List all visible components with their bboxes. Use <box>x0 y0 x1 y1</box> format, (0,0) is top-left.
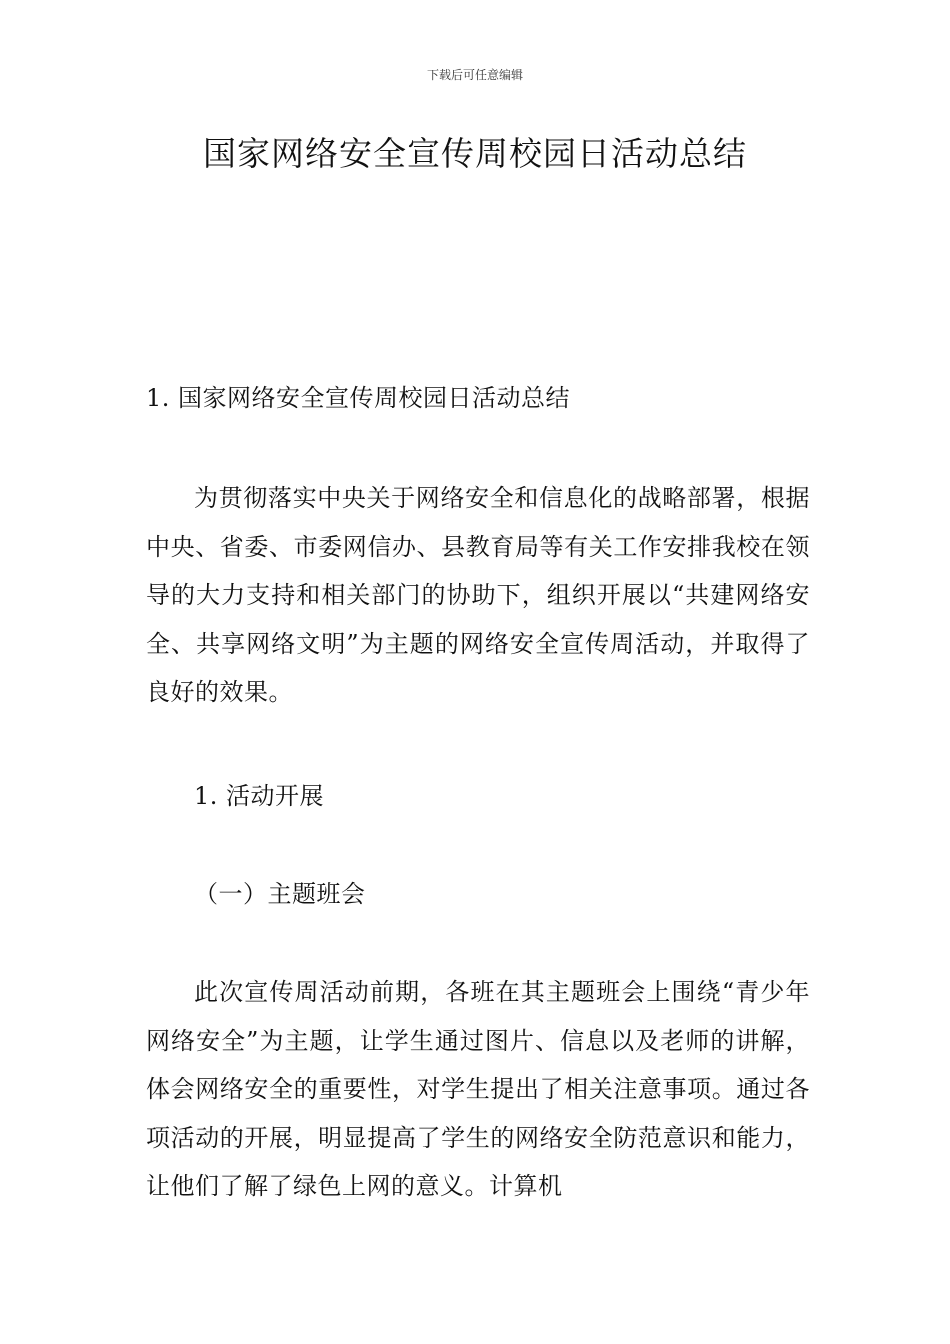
theme-class-paragraph: 此次宣传周活动前期，各班在其主题班会上围绕“青少年网络安全”为主题，让学生通过图片、信息以及老师的讲解，体会网络安全的重要性，对学生提出了相关注意事项。通过各项活动的开展，明显提高了学生的网络安全防范意识和能力，让他们了解了绿色上网的意义。计算机 <box>146 978 810 1200</box>
header-note: 下载后可任意编辑 <box>426 68 523 82</box>
intro-paragraph: 为贯彻落实中央关于网络安全和信息化的战略部署，根据中央、省委、市委网信办、县教育局等有关工作安排我校在领导的大力支持和相关部门的协助下，组织开展以“共建网络安全、共享网络文明”为主题的网络安全宣传周活动，并取得了良好的效果。 <box>146 484 810 706</box>
subheading-activities: 1. 活动开展 <box>194 782 325 810</box>
subheading-theme-class: （一）主题班会 <box>194 880 366 908</box>
document-title: 国家网络安全宣传周校园日活动总结 <box>203 134 747 173</box>
section-heading: 1. 国家网络安全宣传周校园日活动总结 <box>146 384 571 412</box>
